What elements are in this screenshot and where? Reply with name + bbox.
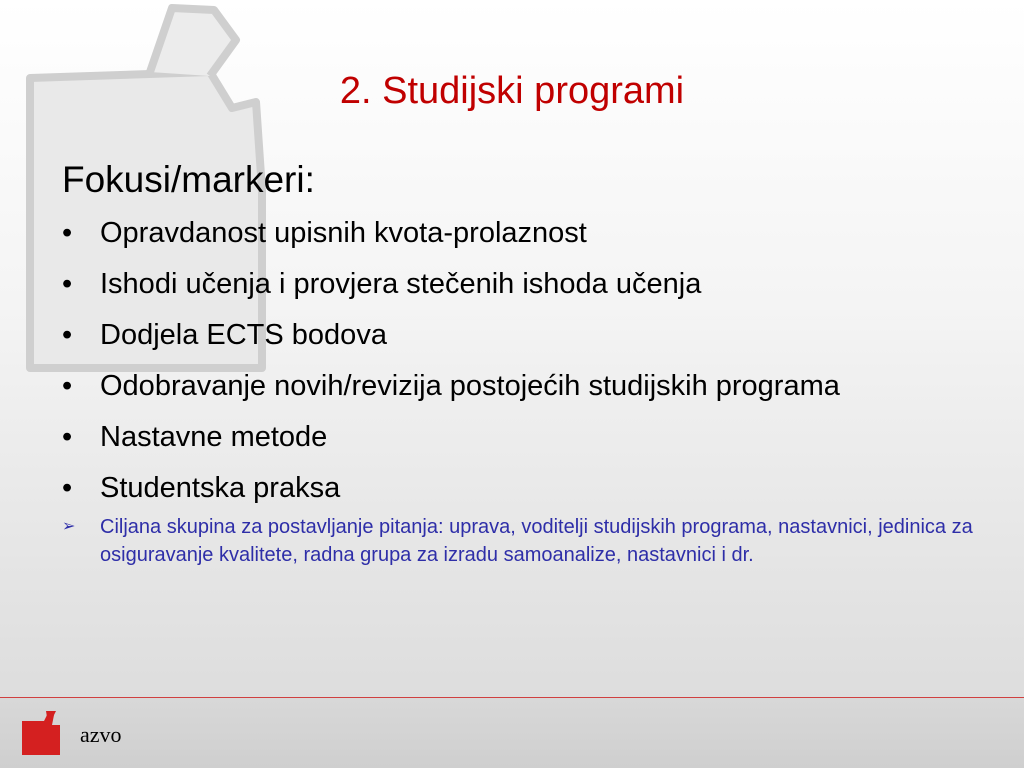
bullet-icon: • — [62, 420, 73, 453]
list-item: • Odobravanje novih/revizija postojećih studijskih programa — [62, 369, 840, 402]
list-item: • Opravdanost upisnih kvota-prolaznost — [62, 216, 587, 249]
bullet-list — [62, 215, 982, 506]
slide-content — [62, 160, 982, 569]
bullet-icon: • — [62, 318, 73, 351]
slide-title: 2. Studijski programi — [339, 70, 685, 112]
content-heading: Fokusi/markeri: — [62, 159, 315, 200]
list-item: • Nastavne metode — [62, 420, 328, 453]
bullet-icon: • — [62, 267, 73, 300]
logo-text: azvo — [80, 722, 122, 747]
footer-bar — [0, 698, 1024, 768]
target-group-note: ➢ Ciljana skupina za postavljanje pitanja: uprava, voditelji studijskih programa, nastavnici, jedinica za osiguravanje kvalitete, radna grupa za izradu samoanalize, nastavnici i dr. — [62, 513, 980, 569]
bullet-icon: • — [62, 369, 73, 402]
bullet-icon: • — [62, 471, 73, 504]
bullet-icon: • — [62, 216, 73, 249]
arrow-bullet-icon: ➢ — [62, 517, 76, 535]
list-item: • Studentska praksa — [62, 471, 341, 504]
list-item: • Ishodi učenja i provjera stečenih ishoda učenja — [62, 267, 702, 300]
azvo-logo-icon — [20, 711, 64, 757]
list-item: • Dodjela ECTS bodova — [62, 318, 387, 351]
